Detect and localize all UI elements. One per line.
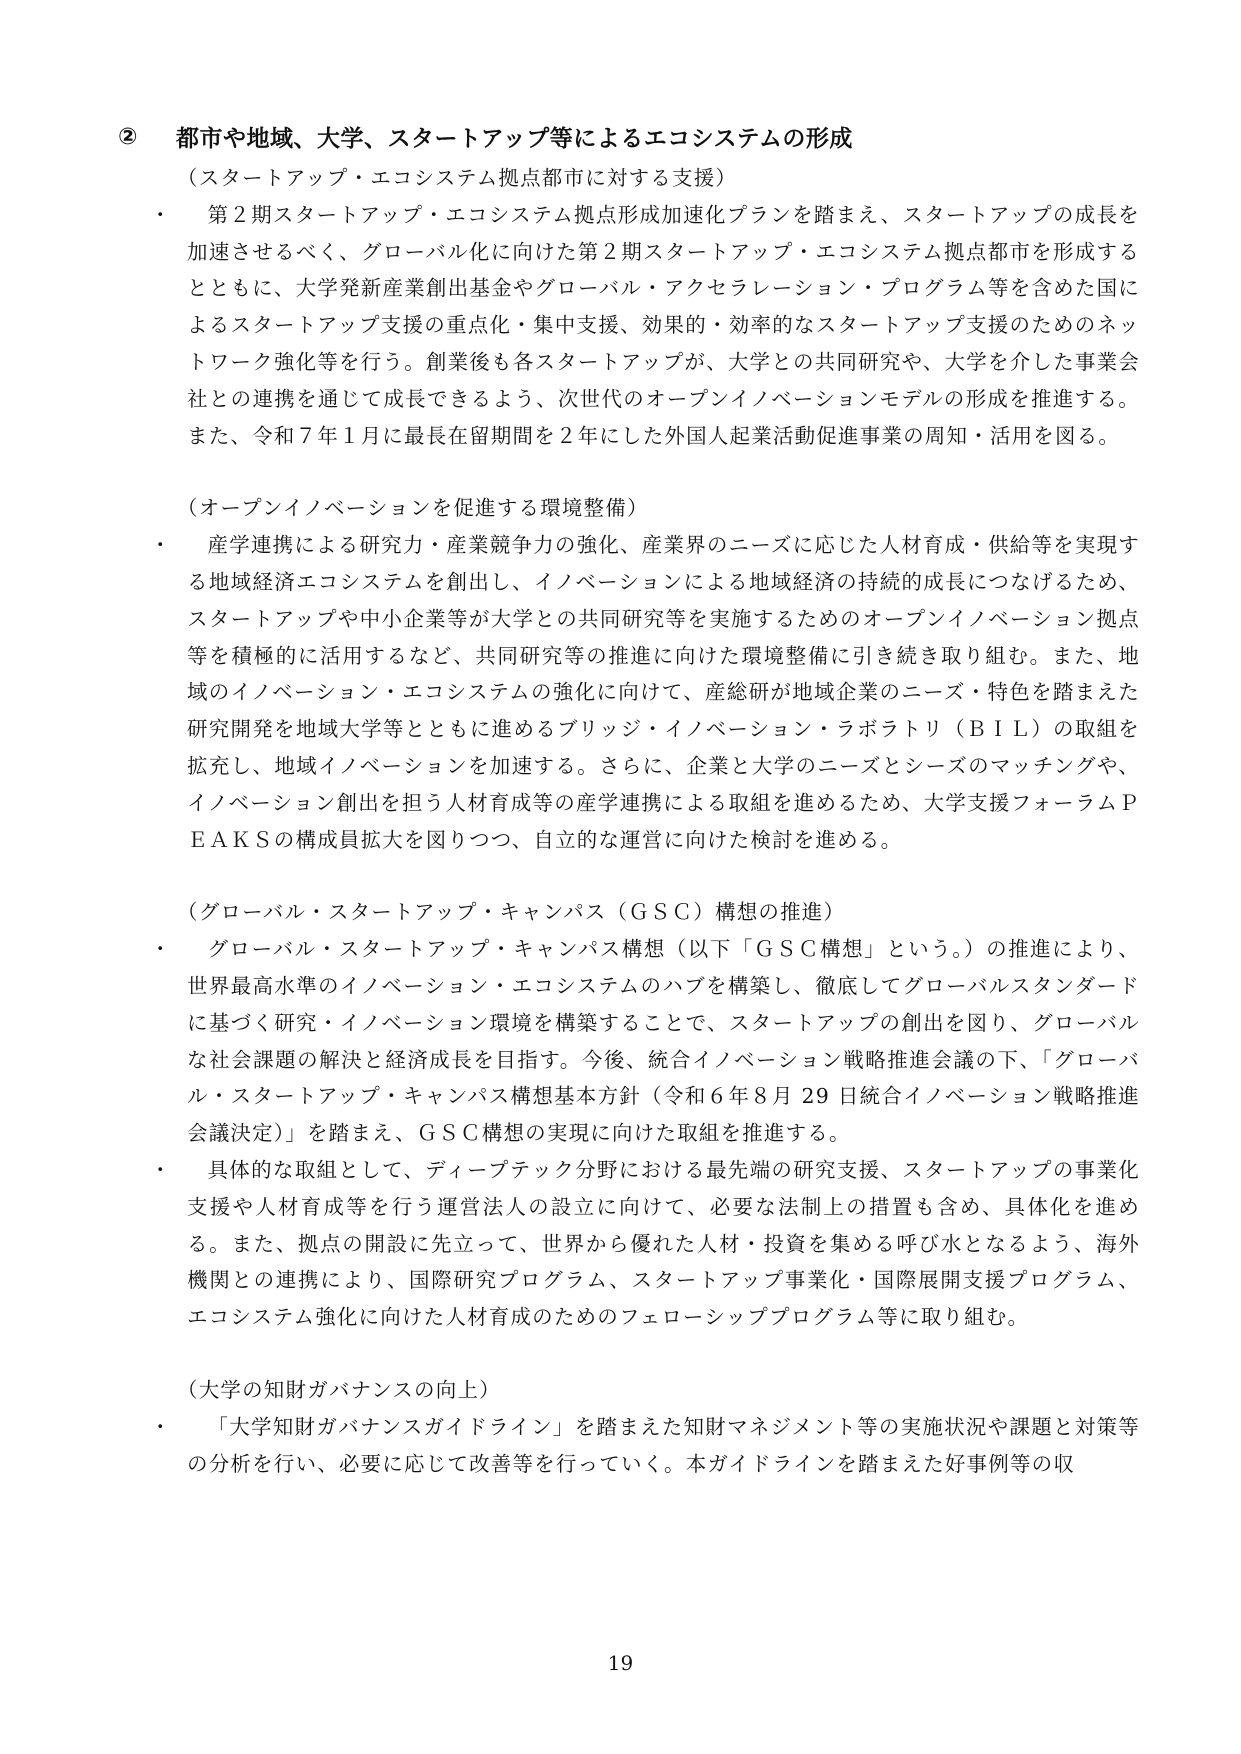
subsection-heading-ip-governance: （大学の知財ガバナンスの向上） xyxy=(177,1377,501,1402)
bullet-item xyxy=(150,931,1140,1152)
section-number: ② xyxy=(118,123,138,150)
bullet-item xyxy=(150,1409,1140,1483)
section-spacer xyxy=(150,858,1140,894)
section-spacer xyxy=(150,1336,1140,1372)
section-heading xyxy=(118,120,1138,153)
bullet-text: 産学連携による研究力・産業競争力の強化、産業界のニーズに応じた人材育成・供給等を実現する地域経済エコシステムを創出し、イノベーションによる地域経済の持続的成長につなげるため、スタートアップや中小企業等が大学との共同研究等を実施するためのオープンイノベーション拠点等を積極的に活用するなど、共同研究等の推進に向けた環境整備に引き続き取り組む。また、地域のイノベーション・エコシステムの強化に向けて、産総研が地域企業のニーズ・特色を踏まえた研究開発を地域大学等とともに進めるブリッジ・イノベーション・ラボラトリ（ＢＩＬ）の取組を拡充し、地域イノベーションを加速する。さらに、企業と大学のニーズとシーズのマッチングや、イノベーション創出を担う人材育成等の産学連携による取組を進めるため、大学支援フォーラムＰＥＡＫＳの構成員拡大を図りつつ、自立的な運営に向けた検討を進める。 xyxy=(187,533,1140,852)
bullet-marker: ・ xyxy=(150,937,172,962)
document-body xyxy=(150,160,1140,1482)
bullet-item xyxy=(150,197,1140,455)
bullet-marker: ・ xyxy=(150,1157,172,1182)
bullet-text: 「大学知財ガバナンスガイドライン」を踏まえた知財マネジメント等の実施状況や課題と対策等の分析を行い、必要に応じて改善等を行っていく。本ガイドラインを踏まえた好事例等の収 xyxy=(187,1414,1140,1476)
section-spacer xyxy=(150,454,1140,490)
bullet-marker: ・ xyxy=(150,1414,172,1439)
bullet-text: 第２期スタートアップ・エコシステム拠点形成加速化プランを踏まえ、スタートアップの成長を加速させるべく、グローバル化に向けた第２期スタートアップ・エコシステム拠点都市を形成するとともに、大学発新産業創出基金やグローバル・アクセラレーション・プログラム等を含めた国によるスタートアップ支援の重点化・集中支援、効果的・効率的なスタートアップ支援のためのネットワーク強化等を行う。創業後も各スタートアップが、大学との共同研究や、大学を介した事業会社との連携を通じて成長できるよう、次世代のオープンイノベーションモデルの形成を推進する。また、令和７年１月に最長在留期間を２年にした外国人起業活動促進事業の周知・活用を図る。 xyxy=(187,202,1140,448)
subsection-heading-startup-ecosystem: （スタートアップ・エコシステム拠点都市に対する支援） xyxy=(177,166,738,190)
subsection-heading-gsc: （グローバル・スタートアップ・キャンパス（ＧＳＣ）構想の推進） xyxy=(177,900,846,925)
page-number: 19 xyxy=(607,1651,634,1675)
bullet-marker: ・ xyxy=(150,533,172,558)
bullet-item xyxy=(150,1152,1140,1336)
bullet-text: グローバル・スタートアップ・キャンパス構想（以下「ＧＳＣ構想」という。）の推進により、世界最高水準のイノベーション・エコシステムのハブを構築し、徹底してグローバルスタンダードに基づく研究・イノベーション環境を構築することで、スタートアップの創出を図り、グローバルな社会課題の解決と経済成長を目指す。今後、統合イノベーション戦略推進会議の下、「グローバル・スタートアップ・キャンパス構想基本方針（令和６年８月 29 日統合イノベーション戦略推進会議決定）」を踏まえ、ＧＳＣ構想の実現に向けた取組を推進する。 xyxy=(187,937,1140,1146)
section-title: 都市や地域、大学、スタートアップ等によるエコシステムの形成 xyxy=(176,126,853,152)
bullet-item xyxy=(150,527,1140,858)
subsection-heading-open-innovation: （オープンイノベーションを促進する環境整備） xyxy=(177,496,649,521)
bullet-text: 具体的な取組として、ディープテック分野における最先端の研究支援、スタートアップの事業化支援や人材育成等を行う運営法人の設立に向けて、必要な法制上の措置も含め、具体化を進める。また、拠点の開設に先立って、世界から優れた人材・投資を集める呼び水となるよう、海外機関との連携により、国際研究プログラム、スタートアップ事業化・国際展開支援プログラム、エコシステム強化に向けた人材育成のためのフェローシッププログラム等に取り組む。 xyxy=(187,1157,1140,1330)
bullet-marker: ・ xyxy=(150,202,172,227)
